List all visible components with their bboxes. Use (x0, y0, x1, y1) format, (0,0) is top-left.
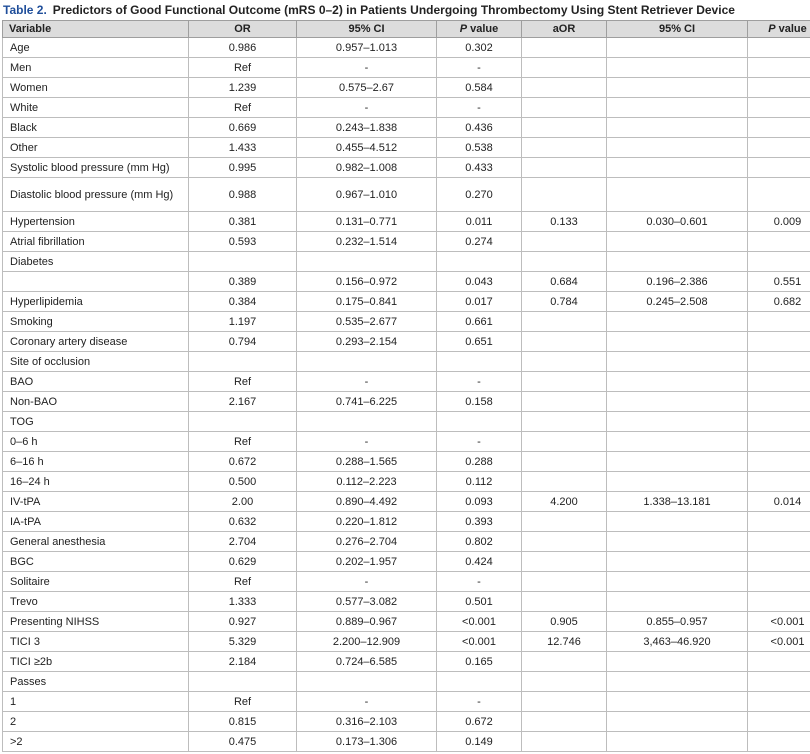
cell-p (437, 352, 522, 372)
cell-p: 0.672 (437, 712, 522, 732)
cell-p: 0.538 (437, 138, 522, 158)
cell-ci: - (297, 58, 437, 78)
cell-aci (607, 692, 748, 712)
cell-p: 0.433 (437, 158, 522, 178)
col-header-p-italic: P (459, 23, 468, 35)
cell-variable: IV-tPA (3, 492, 189, 512)
cell-p: 0.584 (437, 78, 522, 98)
cell-ci: 0.293–2.154 (297, 332, 437, 352)
table-row (3, 392, 810, 412)
cell-aci (607, 138, 748, 158)
col-header-aor: aOR (522, 21, 607, 38)
table-row (3, 178, 810, 212)
cell-aci (607, 672, 748, 692)
cell-aci (607, 98, 748, 118)
cell-variable: Black (3, 118, 189, 138)
cell-variable: 1 (3, 692, 189, 712)
cell-ci: 0.131–0.771 (297, 212, 437, 232)
cell-p: 0.043 (437, 272, 522, 292)
cell-variable: Solitaire (3, 572, 189, 592)
cell-aci (607, 592, 748, 612)
cell-or: 0.986 (189, 38, 297, 58)
cell-or: 2.167 (189, 392, 297, 412)
cell-or: Ref (189, 372, 297, 392)
cell-or: Ref (189, 432, 297, 452)
cell-ap (748, 432, 810, 452)
cell-variable: Systolic blood pressure (mm Hg) (3, 158, 189, 178)
cell-p: 0.112 (437, 472, 522, 492)
cell-variable: Coronary artery disease (3, 332, 189, 352)
table-row (3, 552, 810, 572)
cell-ci: 0.276–2.704 (297, 532, 437, 552)
cell-ci: 0.243–1.838 (297, 118, 437, 138)
cell-aci: 0.030–0.601 (607, 212, 748, 232)
cell-aor (522, 652, 607, 672)
col-header-ap-italic: P (768, 23, 776, 35)
table-row (3, 512, 810, 532)
table-row (3, 138, 810, 158)
cell-ci: 2.200–12.909 (297, 632, 437, 652)
cell-p: - (437, 58, 522, 78)
cell-p: 0.393 (437, 512, 522, 532)
cell-or: 2.184 (189, 652, 297, 672)
cell-ap: 0.682 (748, 292, 810, 312)
cell-or: Ref (189, 692, 297, 712)
cell-aci (607, 312, 748, 332)
cell-ap (748, 98, 810, 118)
cell-or: 1.197 (189, 312, 297, 332)
table-row (3, 572, 810, 592)
table-row (3, 612, 810, 632)
cell-variable: 2 (3, 712, 189, 732)
cell-aci (607, 252, 748, 272)
cell-or: 0.629 (189, 552, 297, 572)
cell-variable: Atrial fibrillation (3, 232, 189, 252)
cell-aci (607, 512, 748, 532)
cell-p: 0.011 (437, 212, 522, 232)
table-row (3, 158, 810, 178)
cell-ap (748, 178, 810, 212)
cell-ap (748, 332, 810, 352)
cell-or: 1.333 (189, 592, 297, 612)
cell-ci: 0.889–0.967 (297, 612, 437, 632)
cell-aor (522, 252, 607, 272)
cell-p: 0.017 (437, 292, 522, 312)
cell-ap (748, 592, 810, 612)
cell-aor (522, 452, 607, 472)
cell-or (189, 672, 297, 692)
cell-ci: - (297, 432, 437, 452)
cell-aor: 0.684 (522, 272, 607, 292)
cell-ap (748, 412, 810, 432)
cell-aor (522, 732, 607, 752)
cell-variable: Women (3, 78, 189, 98)
cell-or: 0.381 (189, 212, 297, 232)
cell-p: - (437, 372, 522, 392)
cell-variable: Diastolic blood pressure (mm Hg) (3, 178, 189, 212)
cell-aor (522, 692, 607, 712)
table-row (3, 632, 810, 652)
cell-p: 0.651 (437, 332, 522, 352)
cell-ci (297, 252, 437, 272)
table-row (3, 332, 810, 352)
cell-or: Ref (189, 58, 297, 78)
cell-aci (607, 712, 748, 732)
col-header-ap-suffix: value (775, 23, 807, 35)
cell-variable: IA-tPA (3, 512, 189, 532)
cell-or: 0.593 (189, 232, 297, 252)
cell-aor (522, 138, 607, 158)
cell-ap: <0.001 (748, 612, 810, 632)
table-label: Table 2. (3, 3, 47, 17)
cell-variable: Non-BAO (3, 392, 189, 412)
cell-variable: Passes (3, 672, 189, 692)
cell-ap (748, 672, 810, 692)
col-header-p-suffix: value (467, 23, 499, 35)
cell-ci: 0.455–4.512 (297, 138, 437, 158)
cell-or: Ref (189, 98, 297, 118)
table-row (3, 38, 810, 58)
col-header-aci: 95% CI (607, 21, 748, 38)
cell-ap: 0.009 (748, 212, 810, 232)
header-row (3, 21, 810, 38)
cell-aci (607, 412, 748, 432)
cell-p: 0.158 (437, 392, 522, 412)
cell-ci: 0.202–1.957 (297, 552, 437, 572)
cell-ap: 0.551 (748, 272, 810, 292)
cell-aor (522, 98, 607, 118)
table-body (3, 38, 810, 752)
cell-ap (748, 452, 810, 472)
cell-or: 0.669 (189, 118, 297, 138)
cell-variable: General anesthesia (3, 532, 189, 552)
cell-variable: TICI ≥2b (3, 652, 189, 672)
cell-p: 0.270 (437, 178, 522, 212)
cell-aci: 3,463–46.920 (607, 632, 748, 652)
table-row (3, 212, 810, 232)
cell-ci: 0.967–1.010 (297, 178, 437, 212)
table-row (3, 412, 810, 432)
cell-p (437, 412, 522, 432)
cell-p: 0.436 (437, 118, 522, 138)
table-row (3, 292, 810, 312)
cell-aor (522, 712, 607, 732)
cell-variable: Diabetes (3, 252, 189, 272)
cell-aci (607, 58, 748, 78)
cell-p: <0.001 (437, 632, 522, 652)
cell-aci (607, 232, 748, 252)
cell-aor (522, 332, 607, 352)
cell-p (437, 672, 522, 692)
cell-or: 0.384 (189, 292, 297, 312)
cell-ap (748, 692, 810, 712)
table-row (3, 78, 810, 98)
cell-aor (522, 158, 607, 178)
cell-ci: - (297, 372, 437, 392)
cell-aci (607, 572, 748, 592)
cell-variable: 0–6 h (3, 432, 189, 452)
cell-p: <0.001 (437, 612, 522, 632)
cell-aor (522, 58, 607, 78)
cell-ap (748, 372, 810, 392)
cell-aci (607, 118, 748, 138)
table-row (3, 272, 810, 292)
table-row (3, 592, 810, 612)
cell-aci (607, 432, 748, 452)
cell-ap (748, 552, 810, 572)
cell-variable: 6–16 h (3, 452, 189, 472)
cell-ci (297, 352, 437, 372)
cell-variable: Trevo (3, 592, 189, 612)
cell-aor (522, 552, 607, 572)
cell-or: 0.815 (189, 712, 297, 732)
col-header-p (437, 21, 522, 38)
cell-p: 0.501 (437, 592, 522, 612)
cell-aci (607, 332, 748, 352)
cell-or: 0.995 (189, 158, 297, 178)
cell-or: 0.672 (189, 452, 297, 472)
cell-ap (748, 118, 810, 138)
table-row (3, 98, 810, 118)
table-row (3, 252, 810, 272)
cell-ap (748, 392, 810, 412)
cell-p: 0.165 (437, 652, 522, 672)
cell-ci: 0.220–1.812 (297, 512, 437, 532)
cell-or (189, 252, 297, 272)
cell-variable: Site of occlusion (3, 352, 189, 372)
cell-variable: Men (3, 58, 189, 78)
cell-or: 0.475 (189, 732, 297, 752)
cell-aor (522, 432, 607, 452)
cell-variable: White (3, 98, 189, 118)
cell-aci (607, 178, 748, 212)
cell-p: - (437, 572, 522, 592)
cell-aor (522, 232, 607, 252)
cell-ap (748, 352, 810, 372)
table-row (3, 652, 810, 672)
cell-p (437, 252, 522, 272)
table-row (3, 712, 810, 732)
table-row (3, 472, 810, 492)
cell-aci: 0.196–2.386 (607, 272, 748, 292)
cell-p: 0.302 (437, 38, 522, 58)
cell-or: 1.239 (189, 78, 297, 98)
cell-variable: Smoking (3, 312, 189, 332)
cell-ap (748, 138, 810, 158)
cell-aci: 1.338–13.181 (607, 492, 748, 512)
cell-or: 0.988 (189, 178, 297, 212)
cell-variable: Presenting NIHSS (3, 612, 189, 632)
cell-ci: 0.173–1.306 (297, 732, 437, 752)
table-row (3, 232, 810, 252)
cell-aor: 12.746 (522, 632, 607, 652)
cell-variable: TICI 3 (3, 632, 189, 652)
cell-variable: Other (3, 138, 189, 158)
cell-aci (607, 552, 748, 572)
cell-ap (748, 572, 810, 592)
cell-variable: >2 (3, 732, 189, 752)
cell-ap (748, 712, 810, 732)
cell-ap: <0.001 (748, 632, 810, 652)
cell-ci: 0.575–2.67 (297, 78, 437, 98)
cell-ap (748, 58, 810, 78)
cell-ci: 0.232–1.514 (297, 232, 437, 252)
col-header-ci: 95% CI (297, 21, 437, 38)
cell-or: 5.329 (189, 632, 297, 652)
cell-p: - (437, 98, 522, 118)
cell-p: - (437, 432, 522, 452)
cell-or: 0.500 (189, 472, 297, 492)
cell-aci (607, 732, 748, 752)
cell-or: 2.704 (189, 532, 297, 552)
cell-variable: TOG (3, 412, 189, 432)
cell-aor (522, 178, 607, 212)
cell-ci: - (297, 572, 437, 592)
col-header-or: OR (189, 21, 297, 38)
cell-aor (522, 38, 607, 58)
cell-variable: Hypertension (3, 212, 189, 232)
cell-ci: 0.175–0.841 (297, 292, 437, 312)
cell-variable (3, 272, 189, 292)
table-row (3, 452, 810, 472)
cell-ci: 0.535–2.677 (297, 312, 437, 332)
cell-aor (522, 592, 607, 612)
cell-ap (748, 38, 810, 58)
cell-aci (607, 38, 748, 58)
cell-variable: Age (3, 38, 189, 58)
cell-ci: 0.890–4.492 (297, 492, 437, 512)
cell-p: 0.424 (437, 552, 522, 572)
cell-or: 0.632 (189, 512, 297, 532)
cell-ci: 0.577–3.082 (297, 592, 437, 612)
table-row (3, 118, 810, 138)
cell-ci (297, 412, 437, 432)
cell-ap (748, 512, 810, 532)
cell-aor: 0.905 (522, 612, 607, 632)
cell-aci (607, 352, 748, 372)
col-header-ap (748, 21, 810, 38)
cell-p: 0.802 (437, 532, 522, 552)
cell-p: 0.288 (437, 452, 522, 472)
cell-ap (748, 158, 810, 178)
table-row (3, 58, 810, 78)
table-row (3, 492, 810, 512)
cell-aci (607, 392, 748, 412)
cell-variable: 16–24 h (3, 472, 189, 492)
table-row (3, 312, 810, 332)
cell-p: 0.093 (437, 492, 522, 512)
cell-or: 0.794 (189, 332, 297, 352)
cell-aor (522, 78, 607, 98)
cell-or: 0.927 (189, 612, 297, 632)
cell-ap (748, 252, 810, 272)
table-row (3, 692, 810, 712)
cell-aci (607, 472, 748, 492)
cell-ci: 0.957–1.013 (297, 38, 437, 58)
cell-ap (748, 532, 810, 552)
cell-aor (522, 352, 607, 372)
cell-ci: - (297, 98, 437, 118)
cell-p: 0.274 (437, 232, 522, 252)
cell-aor (522, 472, 607, 492)
col-header-variable: Variable (3, 21, 189, 38)
cell-aci (607, 652, 748, 672)
cell-ci: 0.741–6.225 (297, 392, 437, 412)
predictors-table (2, 20, 810, 752)
table-title: Predictors of Good Functional Outcome (mRS 0–2) in Patients Undergoing Thrombectomy Using Stent Retriever Device (52, 3, 735, 17)
table-row (3, 532, 810, 552)
cell-ap (748, 78, 810, 98)
table-caption (0, 0, 810, 20)
cell-variable: Hyperlipidemia (3, 292, 189, 312)
cell-aor (522, 312, 607, 332)
cell-or: 2.00 (189, 492, 297, 512)
cell-ci: 0.724–6.585 (297, 652, 437, 672)
cell-aci (607, 78, 748, 98)
cell-aor: 0.133 (522, 212, 607, 232)
cell-aci (607, 158, 748, 178)
cell-aci: 0.245–2.508 (607, 292, 748, 312)
cell-or: Ref (189, 572, 297, 592)
cell-ap (748, 472, 810, 492)
cell-aci (607, 452, 748, 472)
table-row (3, 432, 810, 452)
cell-variable: BAO (3, 372, 189, 392)
cell-p: 0.661 (437, 312, 522, 332)
cell-ap (748, 732, 810, 752)
cell-aor (522, 512, 607, 532)
cell-aor (522, 572, 607, 592)
cell-p: - (437, 692, 522, 712)
cell-ap: 0.014 (748, 492, 810, 512)
cell-ap (748, 312, 810, 332)
cell-aci (607, 372, 748, 392)
cell-ci (297, 672, 437, 692)
cell-aci (607, 532, 748, 552)
cell-ap (748, 652, 810, 672)
cell-ci: 0.112–2.223 (297, 472, 437, 492)
cell-or: 0.389 (189, 272, 297, 292)
cell-ap (748, 232, 810, 252)
cell-ci: 0.288–1.565 (297, 452, 437, 472)
table-row (3, 352, 810, 372)
cell-aor: 4.200 (522, 492, 607, 512)
cell-or (189, 412, 297, 432)
cell-ci: - (297, 692, 437, 712)
table-row (3, 732, 810, 752)
cell-aor (522, 532, 607, 552)
table-row (3, 372, 810, 392)
table-row (3, 672, 810, 692)
cell-aci: 0.855–0.957 (607, 612, 748, 632)
cell-aor (522, 118, 607, 138)
cell-ci: 0.156–0.972 (297, 272, 437, 292)
cell-aor (522, 672, 607, 692)
cell-or: 1.433 (189, 138, 297, 158)
cell-aor (522, 372, 607, 392)
cell-aor (522, 412, 607, 432)
cell-aor: 0.784 (522, 292, 607, 312)
cell-p: 0.149 (437, 732, 522, 752)
cell-ci: 0.982–1.008 (297, 158, 437, 178)
cell-or (189, 352, 297, 372)
cell-ci: 0.316–2.103 (297, 712, 437, 732)
cell-aor (522, 392, 607, 412)
cell-variable: BGC (3, 552, 189, 572)
